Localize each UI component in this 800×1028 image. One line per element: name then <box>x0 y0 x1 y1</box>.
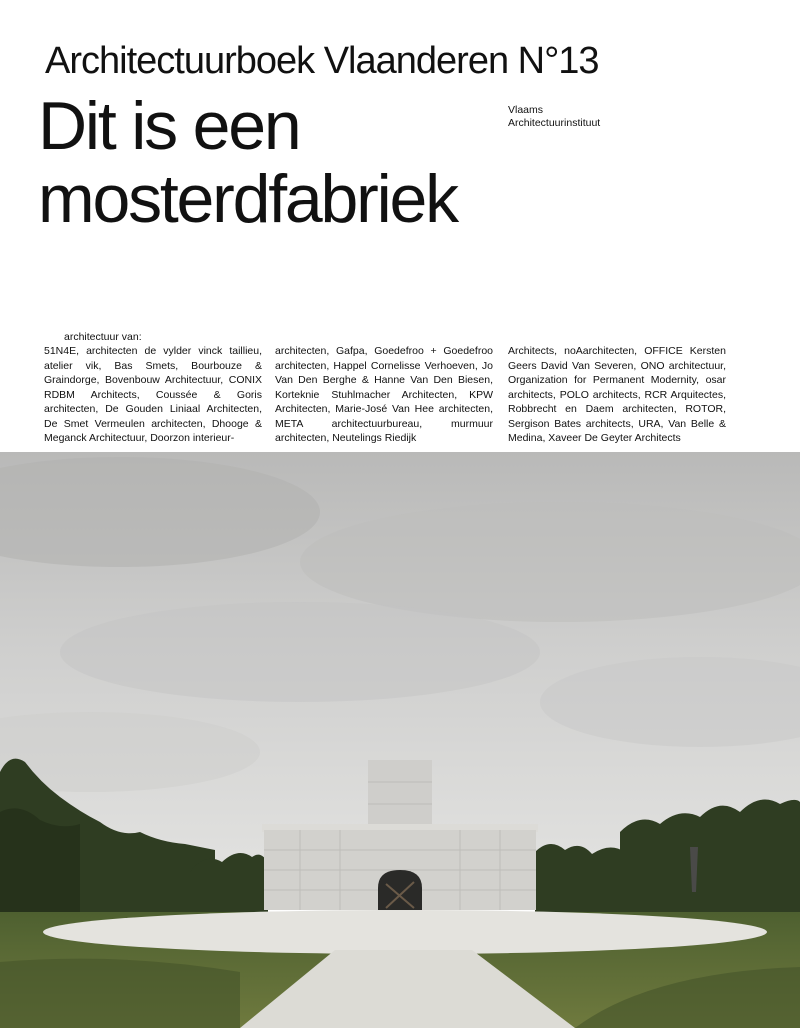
book-title <box>38 90 457 236</box>
ground <box>0 910 800 1028</box>
publisher-name <box>508 104 600 130</box>
publisher-line-1: Vlaams <box>508 104 544 116</box>
book-title-line-2: mosterdfabriek <box>38 161 457 237</box>
publisher-line-2: Architectuurinstituut <box>508 117 601 129</box>
book-title-line-1: Dit is een <box>38 88 300 164</box>
credits-column-2: architecten, Gafpa, Goedefroo + Goedefroo architecten, Happel Cornelisse Verhoeven, Jo Van Den Berghe & Hanne Van Den Biesen, Korteknie Stuhlmacher Architecten, KPW Architecten, Marie-José Van Hee architecten, META architectuurbureau, murmuur architecten, Neutelings Riedijk <box>275 345 493 444</box>
credits-column-3: Architects, noAarchitecten, OFFICE Kersten Geers David Van Severen, ONO architectuur, Organization for Permanent Modernity, osar architects, POLO architects, RCR Arquitectes, Robbrecht en Daem architecten, ROTOR, Sergison Bates architects, URA, Van Belle & Medina, Xaveer De Geyter Architects <box>508 345 726 444</box>
series-title: Architectuurboek Vlaanderen N°13 <box>45 40 599 82</box>
credits-column-1: 51N4E, architecten de vylder vinck taillieu, atelier vik, Bas Smets, Bourbouze & Graindorge, Bovenbouw Architectuur, CONIX RDBM Architects, Coussée & Goris architecten, De Gouden Liniaal Architecten, De Smet Vermeulen architecten, Dhooge & Meganck Architectuur, Doorzon interieur- <box>44 345 262 444</box>
credits-intro: architectuur van: <box>64 331 142 343</box>
cover-photo <box>0 452 800 1028</box>
